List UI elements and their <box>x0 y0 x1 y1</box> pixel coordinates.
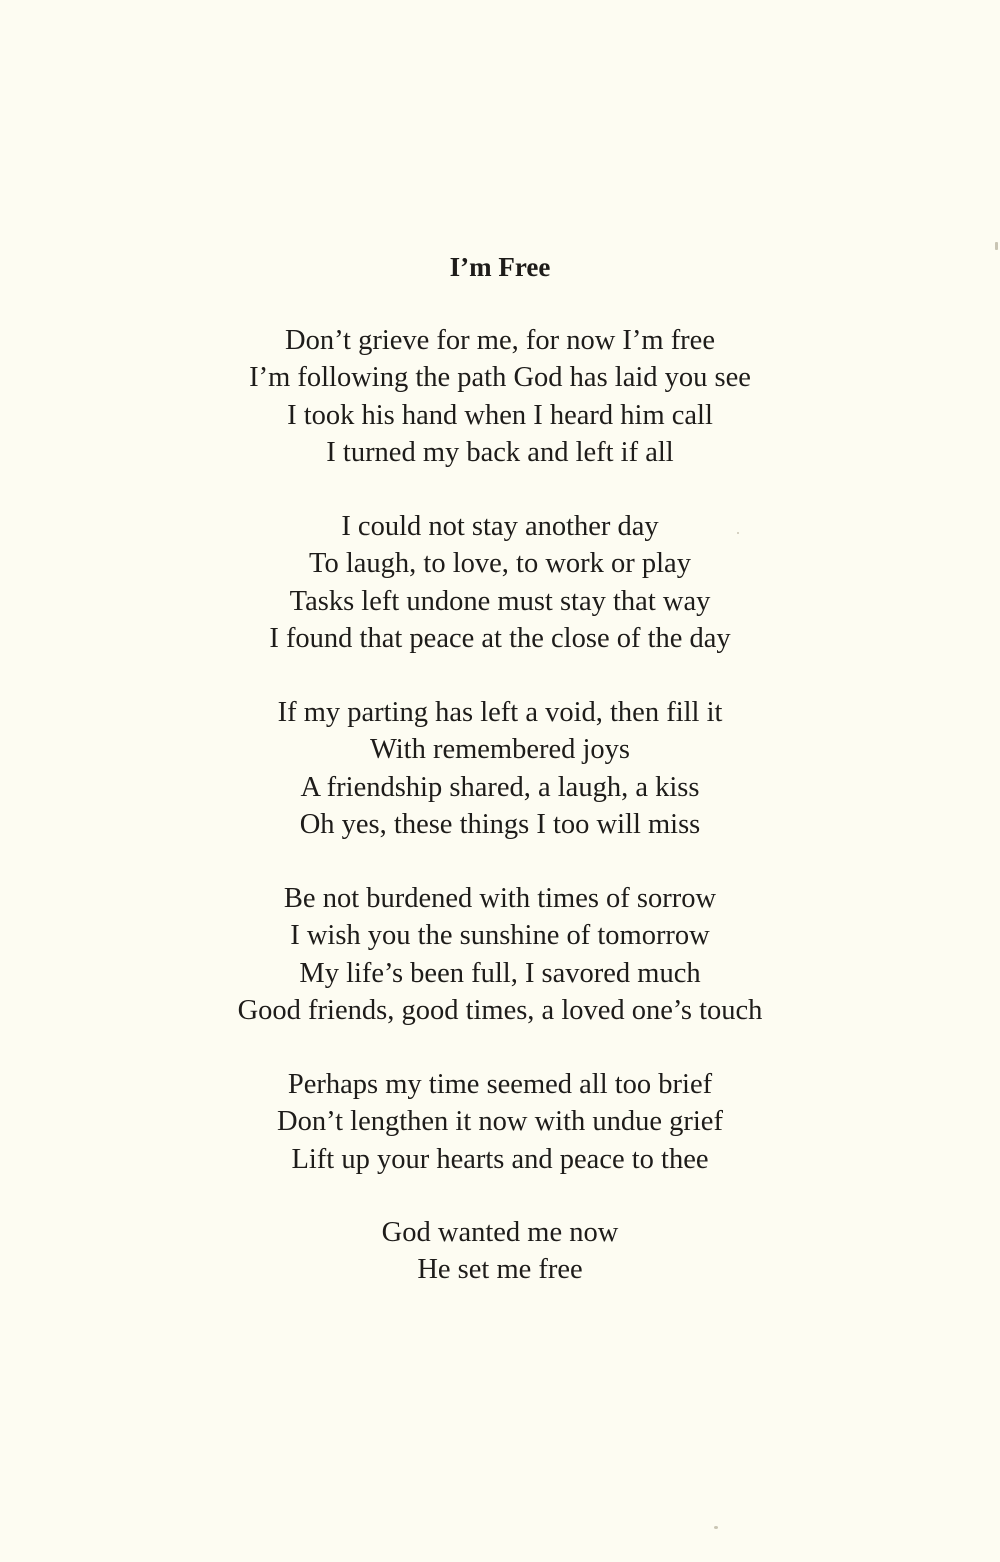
poem-line: Oh yes, these things I too will miss <box>299 808 701 840</box>
poem-line: Be not burdened with times of sorrow <box>283 883 717 914</box>
poem-line: I took his hand when I heard him call <box>287 399 713 431</box>
poem-line: With remembered joys <box>369 734 631 766</box>
poem-line: God wanted me now <box>381 1217 619 1248</box>
paper-speck <box>714 1526 718 1529</box>
poem-line: Perhaps my time seemed all too brief <box>287 1069 713 1100</box>
stanza-1 <box>0 322 1000 471</box>
stanza-2 <box>0 508 1000 657</box>
stanza-5 <box>0 1066 1000 1178</box>
poem-line: Don’t lengthen it now with undue grief <box>277 1106 723 1138</box>
poem-line: A friendship shared, a laugh, a kiss <box>300 771 700 803</box>
poem-title: I’m Free <box>449 252 551 282</box>
poem-line: Lift up your hearts and peace to thee <box>291 1143 709 1175</box>
poem-line: My life’s been full, I savored much <box>299 957 701 989</box>
stanza-4 <box>0 880 1000 1029</box>
poem-line: Don’t grieve for me, for now I’m free <box>285 325 715 356</box>
stanza-6 <box>0 1214 1000 1289</box>
poem-line: I could not stay another day <box>341 511 659 542</box>
poem-line: He set me free <box>417 1254 583 1286</box>
poem-line: Tasks left undone must stay that way <box>289 585 711 617</box>
poem-line: I found that peace at the close of the day <box>269 622 731 654</box>
paper-speck <box>995 242 998 250</box>
poem-line: If my parting has left a void, then fill it <box>277 697 723 728</box>
poem-line: To laugh, to love, to work or play <box>309 548 691 580</box>
poem-line: I turned my back and left if all <box>326 436 674 468</box>
poem-line: I’m following the path God has laid you see <box>249 362 751 394</box>
stanza-3 <box>0 694 1000 843</box>
poem-line: I wish you the sunshine of tomorrow <box>290 920 710 952</box>
poem-line: Good friends, good times, a loved one’s touch <box>237 994 763 1026</box>
